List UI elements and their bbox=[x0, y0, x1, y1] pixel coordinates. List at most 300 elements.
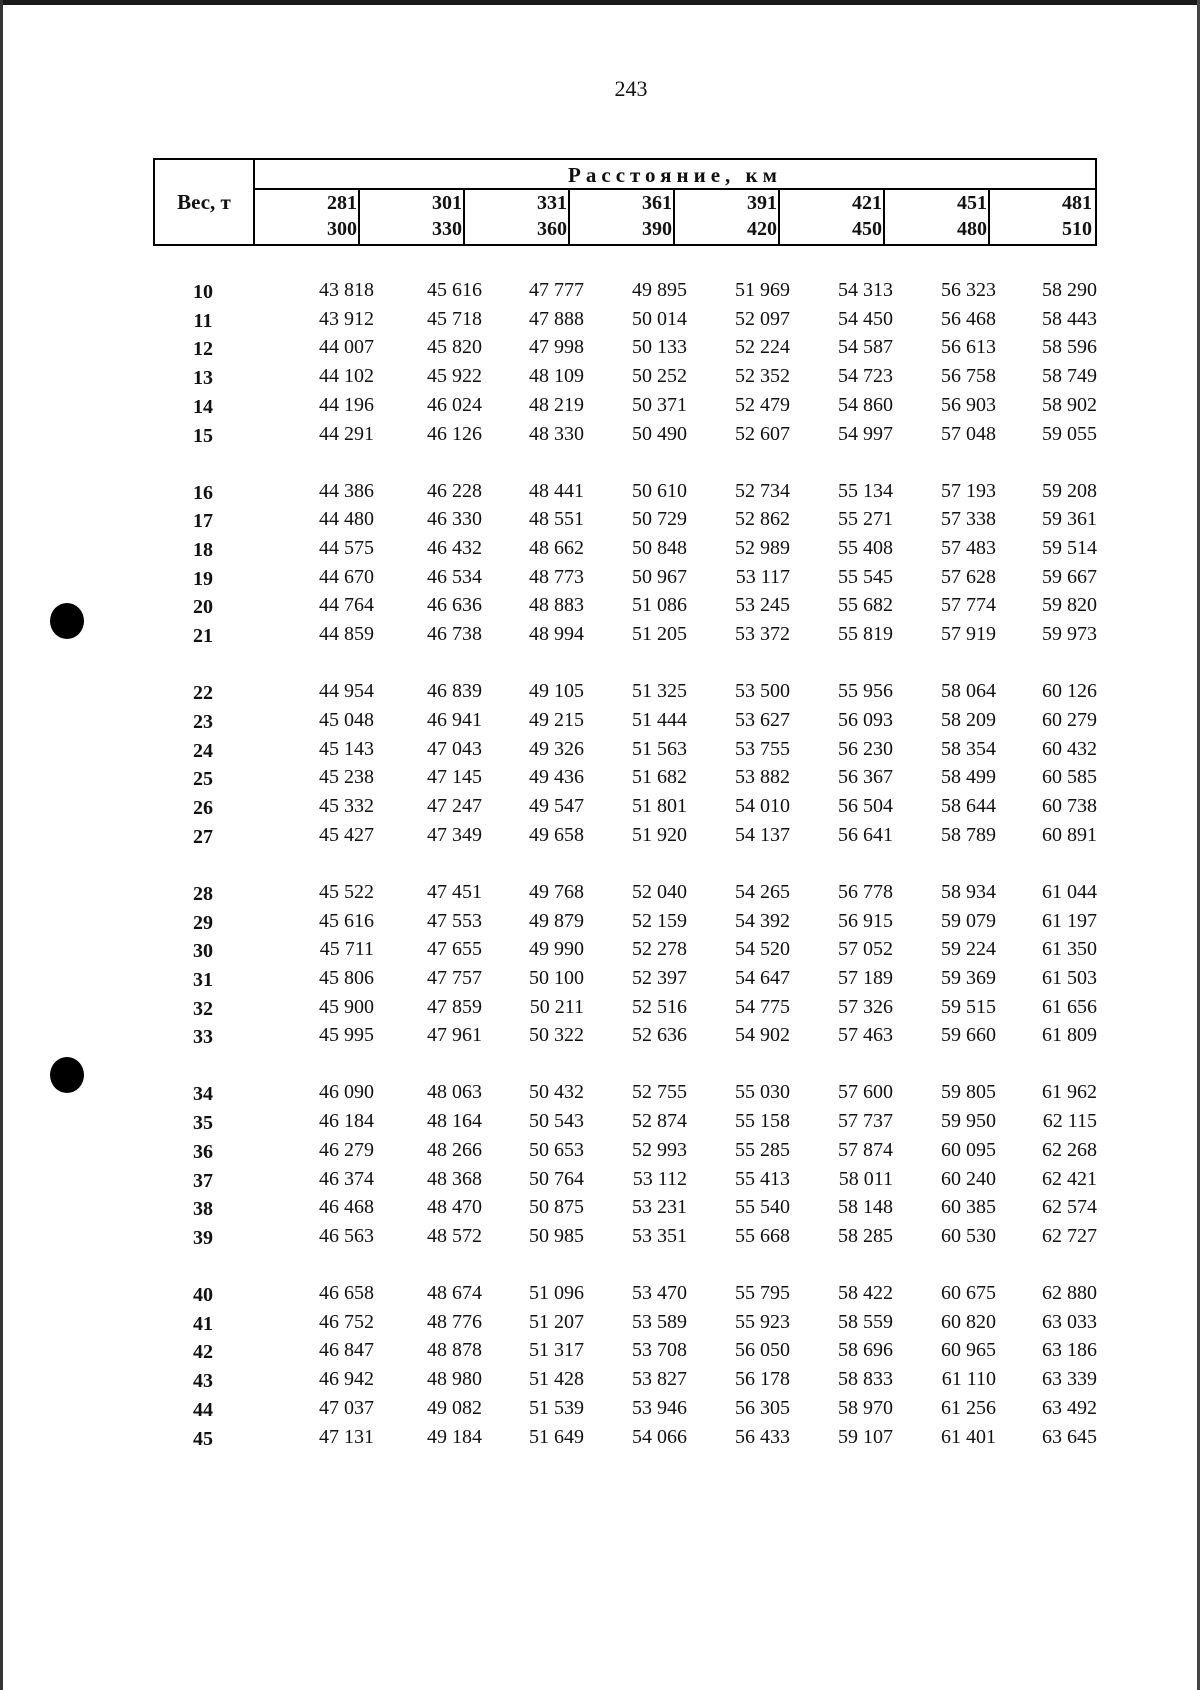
distance-range-header bbox=[675, 190, 780, 244]
value-cell: 51 649 bbox=[529, 1425, 584, 1448]
value-cell: 63 645 bbox=[1042, 1425, 1097, 1448]
table-row bbox=[0, 738, 1200, 764]
value-cell: 51 920 bbox=[632, 823, 687, 846]
value-cell: 63 339 bbox=[1042, 1368, 1097, 1391]
value-cell: 44 291 bbox=[319, 422, 374, 445]
value-cell: 59 820 bbox=[1042, 594, 1097, 617]
value-cell: 58 290 bbox=[1042, 279, 1097, 301]
value-cell: 46 534 bbox=[427, 565, 482, 588]
value-cell: 59 950 bbox=[941, 1110, 996, 1133]
weight-cell: 16 bbox=[193, 481, 213, 504]
value-cell: 58 749 bbox=[1042, 365, 1097, 388]
range-from: 361 bbox=[642, 192, 672, 214]
value-cell: 58 833 bbox=[838, 1368, 893, 1391]
table-row bbox=[0, 279, 1200, 305]
value-cell: 47 777 bbox=[529, 279, 584, 301]
value-cell: 61 809 bbox=[1042, 1024, 1097, 1047]
value-cell: 46 090 bbox=[319, 1081, 374, 1104]
value-cell: 49 326 bbox=[529, 737, 584, 760]
value-cell: 45 427 bbox=[319, 823, 374, 846]
weight-cell: 27 bbox=[193, 825, 213, 848]
value-cell: 57 919 bbox=[941, 623, 996, 646]
value-cell: 59 369 bbox=[941, 966, 996, 989]
distance-range-header bbox=[360, 190, 465, 244]
table-row bbox=[0, 709, 1200, 735]
weight-cell: 30 bbox=[193, 940, 213, 963]
value-cell: 47 145 bbox=[427, 766, 482, 789]
value-cell: 56 433 bbox=[735, 1425, 790, 1448]
value-cell: 58 644 bbox=[941, 795, 996, 817]
value-cell: 55 795 bbox=[735, 1282, 790, 1304]
value-cell: 52 874 bbox=[632, 1110, 687, 1133]
weight-column-header: Вес, т bbox=[155, 160, 255, 244]
value-cell: 50 653 bbox=[529, 1138, 584, 1161]
table-row bbox=[0, 394, 1200, 420]
value-cell: 51 207 bbox=[529, 1310, 584, 1333]
value-cell: 60 240 bbox=[941, 1167, 996, 1190]
value-cell: 55 545 bbox=[838, 565, 893, 588]
weight-cell: 38 bbox=[193, 1198, 213, 1221]
value-cell: 50 729 bbox=[632, 508, 687, 531]
value-cell: 62 115 bbox=[1042, 1110, 1097, 1133]
value-cell: 44 102 bbox=[319, 365, 374, 388]
value-cell: 48 773 bbox=[529, 565, 584, 588]
value-cell: 52 040 bbox=[632, 880, 687, 903]
weight-cell: 25 bbox=[193, 768, 213, 791]
value-cell: 58 696 bbox=[838, 1339, 893, 1362]
value-cell: 48 878 bbox=[427, 1339, 482, 1362]
table-row bbox=[0, 508, 1200, 534]
value-cell: 58 970 bbox=[838, 1396, 893, 1419]
value-cell: 46 468 bbox=[319, 1196, 374, 1219]
weight-cell: 34 bbox=[193, 1083, 213, 1106]
value-cell: 49 990 bbox=[529, 938, 584, 961]
value-cell: 61 503 bbox=[1042, 966, 1097, 989]
value-cell: 49 895 bbox=[632, 279, 687, 301]
range-from: 421 bbox=[852, 192, 882, 214]
value-cell: 55 158 bbox=[735, 1110, 790, 1133]
value-cell: 60 585 bbox=[1042, 766, 1097, 789]
value-cell: 50 985 bbox=[529, 1224, 584, 1247]
value-cell: 56 323 bbox=[941, 279, 996, 301]
value-cell: 56 093 bbox=[838, 708, 893, 731]
value-cell: 55 408 bbox=[838, 537, 893, 559]
range-from: 481 bbox=[1062, 192, 1092, 214]
value-cell: 51 096 bbox=[529, 1282, 584, 1304]
range-to: 300 bbox=[327, 218, 357, 240]
weight-cell: 44 bbox=[193, 1398, 213, 1421]
value-cell: 56 903 bbox=[941, 393, 996, 416]
value-cell: 52 097 bbox=[735, 307, 790, 330]
value-cell: 58 902 bbox=[1042, 393, 1097, 416]
value-cell: 46 228 bbox=[427, 479, 482, 502]
value-cell: 55 682 bbox=[838, 594, 893, 617]
table-row bbox=[0, 480, 1200, 506]
weight-cell: 31 bbox=[193, 968, 213, 991]
value-cell: 54 010 bbox=[735, 795, 790, 817]
value-cell: 56 468 bbox=[941, 307, 996, 330]
table-row bbox=[0, 680, 1200, 706]
table-row bbox=[0, 1426, 1200, 1452]
value-cell: 46 279 bbox=[319, 1138, 374, 1161]
value-cell: 45 616 bbox=[319, 909, 374, 932]
value-cell: 58 209 bbox=[941, 708, 996, 731]
value-cell: 52 862 bbox=[735, 508, 790, 531]
value-cell: 60 965 bbox=[941, 1339, 996, 1362]
value-cell: 56 178 bbox=[735, 1368, 790, 1391]
value-cell: 51 205 bbox=[632, 623, 687, 646]
value-cell: 47 131 bbox=[319, 1425, 374, 1448]
value-cell: 46 184 bbox=[319, 1110, 374, 1133]
weight-cell: 24 bbox=[193, 739, 213, 762]
value-cell: 56 504 bbox=[838, 795, 893, 817]
value-cell: 59 660 bbox=[941, 1024, 996, 1047]
value-cell: 47 451 bbox=[427, 880, 482, 903]
value-cell: 44 670 bbox=[319, 565, 374, 588]
range-to: 450 bbox=[852, 218, 882, 240]
value-cell: 62 268 bbox=[1042, 1138, 1097, 1161]
value-cell: 60 432 bbox=[1042, 737, 1097, 760]
value-cell: 56 758 bbox=[941, 365, 996, 388]
value-cell: 57 193 bbox=[941, 479, 996, 502]
weight-cell: 32 bbox=[193, 997, 213, 1020]
value-cell: 55 668 bbox=[735, 1224, 790, 1247]
value-cell: 56 230 bbox=[838, 737, 893, 760]
table-row bbox=[0, 824, 1200, 850]
value-cell: 45 616 bbox=[427, 279, 482, 301]
value-cell: 54 265 bbox=[735, 880, 790, 903]
value-cell: 48 980 bbox=[427, 1368, 482, 1391]
value-cell: 51 428 bbox=[529, 1368, 584, 1391]
value-cell: 45 332 bbox=[319, 795, 374, 817]
value-cell: 50 875 bbox=[529, 1196, 584, 1219]
range-from: 391 bbox=[747, 192, 777, 214]
value-cell: 46 636 bbox=[427, 594, 482, 617]
value-cell: 58 934 bbox=[941, 880, 996, 903]
value-cell: 47 888 bbox=[529, 307, 584, 330]
value-cell: 61 656 bbox=[1042, 995, 1097, 1018]
value-cell: 50 371 bbox=[632, 393, 687, 416]
value-cell: 54 450 bbox=[838, 307, 893, 330]
value-cell: 55 285 bbox=[735, 1138, 790, 1161]
value-cell: 58 011 bbox=[838, 1167, 893, 1190]
weight-cell: 17 bbox=[193, 510, 213, 533]
value-cell: 48 441 bbox=[529, 479, 584, 502]
value-cell: 49 547 bbox=[529, 795, 584, 817]
value-cell: 60 385 bbox=[941, 1196, 996, 1219]
value-cell: 46 941 bbox=[427, 708, 482, 731]
value-cell: 53 112 bbox=[632, 1167, 687, 1190]
value-cell: 62 421 bbox=[1042, 1167, 1097, 1190]
value-cell: 49 879 bbox=[529, 909, 584, 932]
value-cell: 45 238 bbox=[319, 766, 374, 789]
value-cell: 59 515 bbox=[941, 995, 996, 1018]
weight-cell: 12 bbox=[193, 338, 213, 361]
value-cell: 45 711 bbox=[319, 938, 374, 961]
value-cell: 53 755 bbox=[735, 737, 790, 760]
value-cell: 59 973 bbox=[1042, 623, 1097, 646]
range-to: 480 bbox=[957, 218, 987, 240]
value-cell: 53 589 bbox=[632, 1310, 687, 1333]
value-cell: 46 738 bbox=[427, 623, 482, 646]
value-cell: 48 551 bbox=[529, 508, 584, 531]
value-cell: 45 820 bbox=[427, 336, 482, 359]
value-cell: 46 330 bbox=[427, 508, 482, 531]
value-cell: 44 007 bbox=[319, 336, 374, 359]
value-cell: 57 048 bbox=[941, 422, 996, 445]
distance-range-header bbox=[885, 190, 990, 244]
value-cell: 47 349 bbox=[427, 823, 482, 846]
table-row bbox=[0, 1196, 1200, 1222]
value-cell: 46 942 bbox=[319, 1368, 374, 1391]
value-cell: 50 490 bbox=[632, 422, 687, 445]
value-cell: 52 352 bbox=[735, 365, 790, 388]
value-cell: 55 413 bbox=[735, 1167, 790, 1190]
value-cell: 50 764 bbox=[529, 1167, 584, 1190]
value-cell: 60 675 bbox=[941, 1282, 996, 1304]
value-cell: 51 563 bbox=[632, 737, 687, 760]
value-cell: 60 279 bbox=[1042, 708, 1097, 731]
weight-cell: 29 bbox=[193, 911, 213, 934]
value-cell: 60 891 bbox=[1042, 823, 1097, 846]
value-cell: 48 776 bbox=[427, 1310, 482, 1333]
range-to: 330 bbox=[432, 218, 462, 240]
value-cell: 54 860 bbox=[838, 393, 893, 416]
value-cell: 53 708 bbox=[632, 1339, 687, 1362]
value-cell: 58 596 bbox=[1042, 336, 1097, 359]
value-cell: 54 723 bbox=[838, 365, 893, 388]
value-cell: 62 574 bbox=[1042, 1196, 1097, 1219]
range-to: 360 bbox=[537, 218, 567, 240]
value-cell: 56 641 bbox=[838, 823, 893, 846]
value-cell: 57 189 bbox=[838, 966, 893, 989]
value-cell: 44 480 bbox=[319, 508, 374, 531]
value-cell: 48 368 bbox=[427, 1167, 482, 1190]
weight-cell: 20 bbox=[193, 596, 213, 619]
value-cell: 49 215 bbox=[529, 708, 584, 731]
value-cell: 45 922 bbox=[427, 365, 482, 388]
value-cell: 49 184 bbox=[427, 1425, 482, 1448]
weight-cell: 14 bbox=[193, 395, 213, 418]
distance-range-header bbox=[255, 190, 360, 244]
value-cell: 44 954 bbox=[319, 680, 374, 703]
value-cell: 61 350 bbox=[1042, 938, 1097, 961]
value-cell: 62 727 bbox=[1042, 1224, 1097, 1247]
value-cell: 52 636 bbox=[632, 1024, 687, 1047]
value-cell: 46 374 bbox=[319, 1167, 374, 1190]
value-cell: 52 397 bbox=[632, 966, 687, 989]
value-cell: 46 658 bbox=[319, 1282, 374, 1304]
value-cell: 56 050 bbox=[735, 1339, 790, 1362]
value-cell: 55 956 bbox=[838, 680, 893, 703]
table-row bbox=[0, 1110, 1200, 1136]
value-cell: 59 055 bbox=[1042, 422, 1097, 445]
table-row bbox=[0, 623, 1200, 649]
value-cell: 58 064 bbox=[941, 680, 996, 703]
value-cell: 50 252 bbox=[632, 365, 687, 388]
value-cell: 53 231 bbox=[632, 1196, 687, 1219]
table-row bbox=[0, 1397, 1200, 1423]
value-cell: 46 752 bbox=[319, 1310, 374, 1333]
value-cell: 47 961 bbox=[427, 1024, 482, 1047]
value-cell: 52 607 bbox=[735, 422, 790, 445]
value-cell: 48 572 bbox=[427, 1224, 482, 1247]
value-cell: 48 674 bbox=[427, 1282, 482, 1304]
value-cell: 51 969 bbox=[735, 279, 790, 301]
range-from: 281 bbox=[327, 192, 357, 214]
value-cell: 52 989 bbox=[735, 537, 790, 559]
table-row bbox=[0, 996, 1200, 1022]
value-cell: 53 245 bbox=[735, 594, 790, 617]
value-cell: 57 338 bbox=[941, 508, 996, 531]
value-cell: 61 962 bbox=[1042, 1081, 1097, 1104]
value-cell: 50 133 bbox=[632, 336, 687, 359]
page-number: 243 bbox=[614, 76, 648, 101]
value-cell: 53 470 bbox=[632, 1282, 687, 1304]
weight-cell: 28 bbox=[193, 882, 213, 905]
value-cell: 57 874 bbox=[838, 1138, 893, 1161]
value-cell: 57 737 bbox=[838, 1110, 893, 1133]
scan-frame-top bbox=[0, 0, 1200, 5]
value-cell: 45 806 bbox=[319, 966, 374, 989]
value-cell: 52 159 bbox=[632, 909, 687, 932]
value-cell: 57 774 bbox=[941, 594, 996, 617]
value-cell: 59 079 bbox=[941, 909, 996, 932]
value-cell: 44 386 bbox=[319, 479, 374, 502]
weight-cell: 42 bbox=[193, 1341, 213, 1364]
value-cell: 53 351 bbox=[632, 1224, 687, 1247]
value-cell: 51 682 bbox=[632, 766, 687, 789]
value-cell: 58 499 bbox=[941, 766, 996, 789]
value-cell: 47 859 bbox=[427, 995, 482, 1018]
range-from: 331 bbox=[537, 192, 567, 214]
weight-cell: 23 bbox=[193, 710, 213, 733]
table-row bbox=[0, 1339, 1200, 1365]
value-cell: 60 126 bbox=[1042, 680, 1097, 703]
value-cell: 63 186 bbox=[1042, 1339, 1097, 1362]
value-cell: 59 361 bbox=[1042, 508, 1097, 531]
value-cell: 56 613 bbox=[941, 336, 996, 359]
value-cell: 53 827 bbox=[632, 1368, 687, 1391]
value-cell: 48 883 bbox=[529, 594, 584, 617]
table-row bbox=[0, 1368, 1200, 1394]
value-cell: 53 372 bbox=[735, 623, 790, 646]
value-cell: 61 044 bbox=[1042, 880, 1097, 903]
value-cell: 61 110 bbox=[941, 1368, 996, 1391]
value-cell: 47 037 bbox=[319, 1396, 374, 1419]
value-cell: 48 219 bbox=[529, 393, 584, 416]
value-cell: 52 993 bbox=[632, 1138, 687, 1161]
value-cell: 52 734 bbox=[735, 479, 790, 502]
value-cell: 47 247 bbox=[427, 795, 482, 817]
value-cell: 49 105 bbox=[529, 680, 584, 703]
value-cell: 50 211 bbox=[529, 995, 584, 1018]
value-cell: 57 483 bbox=[941, 537, 996, 559]
value-cell: 43 912 bbox=[319, 307, 374, 330]
table-row bbox=[0, 1081, 1200, 1107]
distance-header: Расстояние, км bbox=[255, 160, 1095, 190]
value-cell: 50 543 bbox=[529, 1110, 584, 1133]
value-cell: 54 066 bbox=[632, 1425, 687, 1448]
table-row bbox=[0, 1311, 1200, 1337]
value-cell: 52 224 bbox=[735, 336, 790, 359]
value-cell: 44 764 bbox=[319, 594, 374, 617]
value-cell: 54 137 bbox=[735, 823, 790, 846]
value-cell: 62 880 bbox=[1042, 1282, 1097, 1304]
range-to: 390 bbox=[642, 218, 672, 240]
value-cell: 56 915 bbox=[838, 909, 893, 932]
value-cell: 57 463 bbox=[838, 1024, 893, 1047]
value-cell: 55 134 bbox=[838, 479, 893, 502]
value-cell: 59 208 bbox=[1042, 479, 1097, 502]
weight-cell: 36 bbox=[193, 1140, 213, 1163]
value-cell: 46 847 bbox=[319, 1339, 374, 1362]
weight-cell: 11 bbox=[193, 309, 213, 332]
table-row bbox=[0, 938, 1200, 964]
table-row bbox=[0, 336, 1200, 362]
value-cell: 50 967 bbox=[632, 565, 687, 588]
value-cell: 48 063 bbox=[427, 1081, 482, 1104]
table-row bbox=[0, 537, 1200, 563]
value-cell: 52 516 bbox=[632, 995, 687, 1018]
weight-cell: 22 bbox=[193, 682, 213, 705]
weight-cell: 21 bbox=[193, 625, 213, 648]
value-cell: 45 900 bbox=[319, 995, 374, 1018]
value-cell: 47 553 bbox=[427, 909, 482, 932]
value-cell: 51 317 bbox=[529, 1339, 584, 1362]
value-cell: 48 109 bbox=[529, 365, 584, 388]
value-cell: 52 479 bbox=[735, 393, 790, 416]
value-cell: 46 126 bbox=[427, 422, 482, 445]
value-cell: 57 600 bbox=[838, 1081, 893, 1104]
table-row bbox=[0, 1225, 1200, 1251]
value-cell: 56 305 bbox=[735, 1396, 790, 1419]
table-header bbox=[153, 158, 1097, 246]
value-cell: 50 432 bbox=[529, 1081, 584, 1104]
value-cell: 51 086 bbox=[632, 594, 687, 617]
table-row bbox=[0, 881, 1200, 907]
value-cell: 49 436 bbox=[529, 766, 584, 789]
weight-cell: 18 bbox=[193, 539, 213, 561]
value-cell: 51 539 bbox=[529, 1396, 584, 1419]
value-cell: 49 658 bbox=[529, 823, 584, 846]
table-row bbox=[0, 423, 1200, 449]
table-row bbox=[0, 795, 1200, 821]
value-cell: 52 755 bbox=[632, 1081, 687, 1104]
value-cell: 45 718 bbox=[427, 307, 482, 330]
value-cell: 54 520 bbox=[735, 938, 790, 961]
value-cell: 46 839 bbox=[427, 680, 482, 703]
weight-cell: 45 bbox=[193, 1427, 213, 1450]
table-row bbox=[0, 1139, 1200, 1165]
weight-cell: 33 bbox=[193, 1026, 213, 1049]
weight-cell: 19 bbox=[193, 567, 213, 590]
value-cell: 44 196 bbox=[319, 393, 374, 416]
value-cell: 53 627 bbox=[735, 708, 790, 731]
value-cell: 47 655 bbox=[427, 938, 482, 961]
value-cell: 61 401 bbox=[941, 1425, 996, 1448]
table-row bbox=[0, 1168, 1200, 1194]
value-cell: 55 819 bbox=[838, 623, 893, 646]
value-cell: 55 271 bbox=[838, 508, 893, 531]
table-row bbox=[0, 1282, 1200, 1308]
value-cell: 58 354 bbox=[941, 737, 996, 760]
weight-cell: 39 bbox=[193, 1226, 213, 1249]
value-cell: 52 278 bbox=[632, 938, 687, 961]
value-cell: 50 322 bbox=[529, 1024, 584, 1047]
value-cell: 60 820 bbox=[941, 1310, 996, 1333]
table-row bbox=[0, 766, 1200, 792]
